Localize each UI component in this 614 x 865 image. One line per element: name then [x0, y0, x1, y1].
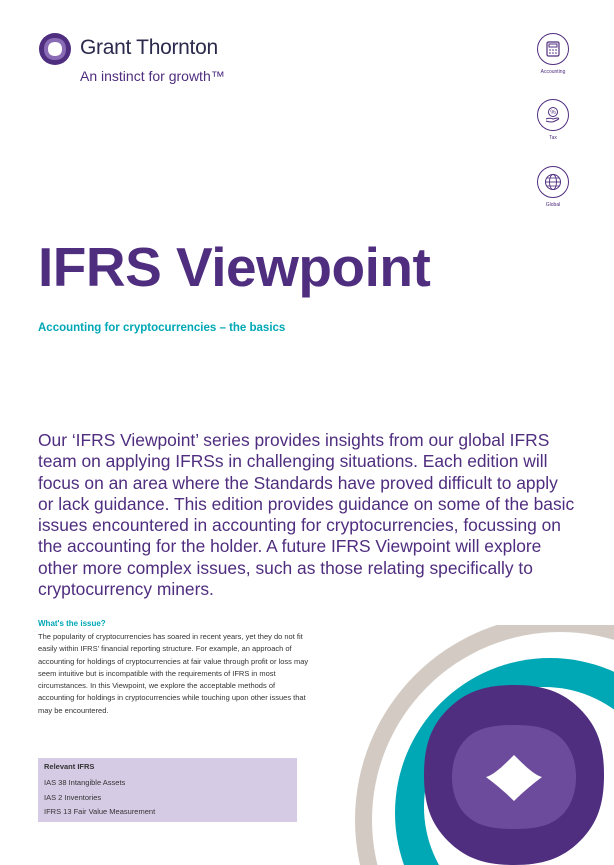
- intro-paragraph: Our ‘IFRS Viewpoint’ series provides insights from our global IFRS team on applying IFRSs in challenging situations. Each edition will focus on an area where the Standards have proved difficult to apply or lack guidance. This edition provides guidance on some of the basic issues encountered in accounting for cryptocurrencies, focussing on the accounting for the holder. A future IFRS Viewpoint will explore other more complex issues, such as those relating specifically to cryptocurrency miners.: [38, 430, 575, 600]
- issue-heading: What's the issue?: [38, 619, 106, 628]
- svg-text:%: %: [550, 110, 556, 116]
- topic-global: [523, 166, 583, 208]
- page-subtitle: Accounting for cryptocurrencies – the basics: [38, 322, 286, 334]
- grant-thornton-mark-icon: [38, 32, 72, 66]
- topic-label-accounting: Accounting: [540, 69, 566, 75]
- page-title: IFRS Viewpoint: [38, 236, 431, 298]
- topic-accounting: [523, 33, 583, 75]
- topic-label-tax: Tax: [549, 135, 557, 141]
- issue-body: The popularity of cryptocurrencies has soared in recent years, yet they do not fit easily within IFRS' financial reporting structure. For example, an approach of accounting for holdings of cryptocurrencies at fair value through profit or loss may seem intuitive but is incompatible with the requirements of IFRS in most circumstances. In this Viewpoint, we explore the acceptable methods of accounting for holdings in cryptocurrencies while touching upon other issues that may be encountered.: [38, 632, 309, 715]
- logo-name: Grant Thornton: [80, 36, 218, 59]
- relevant-ifrs-box: [38, 758, 297, 822]
- issue-section: [38, 619, 310, 717]
- percent-hand-icon: [537, 99, 569, 131]
- relevant-ifrs-heading: Relevant IFRS: [44, 762, 95, 771]
- topic-label-global: Global: [545, 202, 561, 208]
- relevant-ifrs-list: [44, 776, 291, 820]
- relevant-ifrs-item: IFRS 13 Fair Value Measurement: [44, 807, 156, 816]
- topic-tax: [523, 99, 583, 141]
- logo-tagline: An instinct for growth™: [80, 68, 225, 84]
- globe-icon: [537, 166, 569, 198]
- calculator-icon: [537, 33, 569, 65]
- relevant-ifrs-item: IAS 38 Intangible Assets: [44, 778, 126, 787]
- grant-thornton-logo: [38, 30, 238, 90]
- decorative-rings-graphic: [330, 625, 614, 865]
- relevant-ifrs-item: IAS 2 Inventories: [44, 792, 102, 802]
